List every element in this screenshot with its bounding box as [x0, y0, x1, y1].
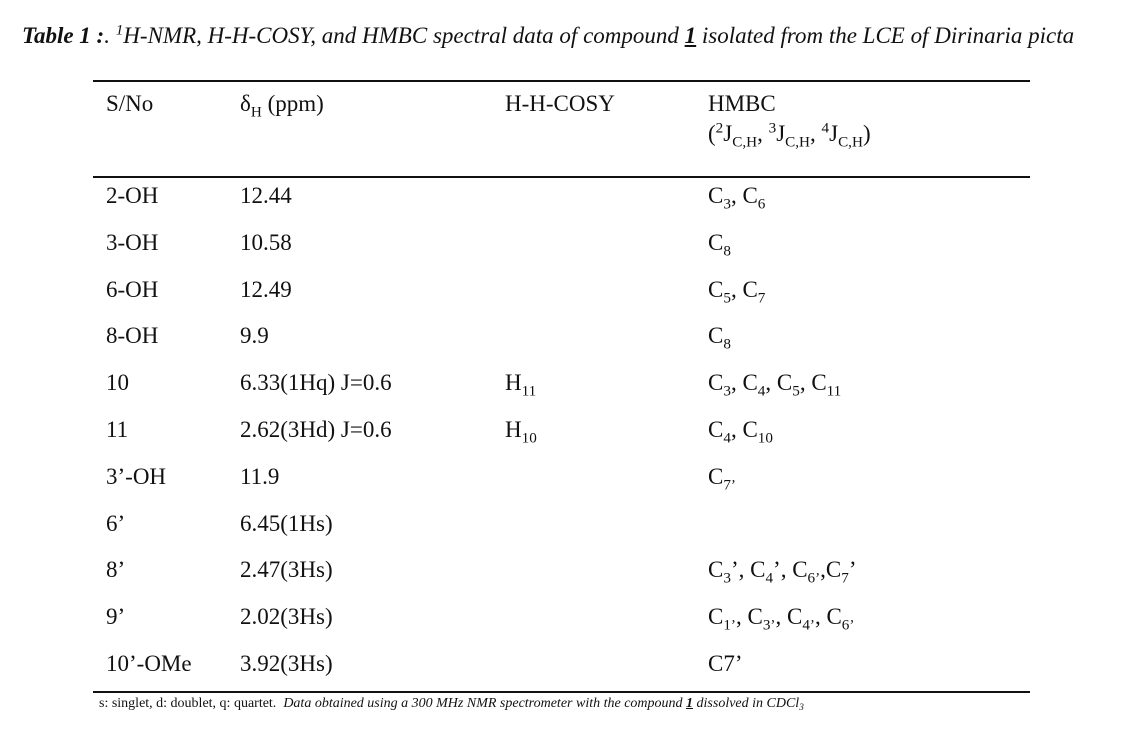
hmbc-text: C [708, 323, 724, 348]
header-hmbc-couplings [708, 119, 871, 151]
cell-hmbc [708, 650, 743, 678]
hmbc-subscript: 6 [757, 195, 766, 213]
hmbc-text: C [708, 417, 724, 442]
footnote-note-a: Data obtained using a 300 MHz NMR spectrometer with the compound [283, 696, 687, 711]
hmbc-open-paren: ( [708, 121, 716, 146]
hmbc-coupling-3-j: J [776, 121, 786, 146]
hmbc-close-paren: ) [862, 121, 871, 146]
hmbc-subscript: 3 [723, 382, 731, 400]
cell-delta-h: 10.58 [240, 230, 292, 255]
hmbc-coupling-2-sup: 2 [715, 119, 724, 137]
cell-delta-h: 12.49 [240, 277, 292, 302]
hmbc-subscript: 3 [723, 195, 731, 213]
hmbc-text: ,C [820, 557, 842, 582]
hmbc-text: , C [814, 604, 842, 629]
table-header-rule [93, 176, 1030, 178]
cell-delta-h: 3.92(3Hs) [240, 651, 333, 676]
hmbc-subscript: 7 [841, 569, 849, 587]
cosy-text: H [505, 370, 522, 395]
cell-delta-h: 2.02(3Hs) [240, 604, 333, 629]
hmbc-subscript: 4’ [802, 616, 815, 634]
cell-hmbc [708, 229, 731, 260]
hmbc-subscript: 7’ [723, 476, 736, 494]
footnote-legend: s: singlet, d: doublet, q: quartet. [99, 696, 277, 711]
hmbc-text: , C [730, 370, 758, 395]
cell-sno: 8’ [106, 557, 126, 582]
cell-sno: 10 [106, 370, 129, 395]
hmbc-text: ’, C [730, 557, 766, 582]
cell-hmbc [708, 369, 842, 400]
hmbc-subscript: 3 [723, 569, 731, 587]
header-cosy: H-H-COSY [505, 91, 615, 116]
cell-hmbc [708, 276, 766, 307]
hmbc-text: C [708, 557, 724, 582]
table-caption [22, 22, 1132, 50]
cell-delta-h: 12.44 [240, 183, 292, 208]
hmbc-subscript: 8 [723, 242, 731, 260]
table-top-rule [93, 80, 1030, 82]
cell-delta-h: 6.33(1Hq) J=0.6 [240, 370, 392, 395]
footnote-note-b: dissolved in CDCl [693, 696, 800, 711]
hmbc-subscript: 11 [826, 382, 842, 400]
cell-hmbc [708, 416, 773, 447]
hmbc-text: C [708, 183, 724, 208]
hmbc-coupling-3-sub: C,H [785, 133, 811, 151]
caption-text-b: isolated from the LCE of Dirinaria picta [696, 23, 1075, 48]
hmbc-subscript: 1’ [723, 616, 736, 634]
hmbc-subscript: 8 [723, 335, 731, 353]
hmbc-subscript: 4 [723, 429, 731, 447]
cell-hmbc [708, 322, 731, 353]
hmbc-subscript: 6’ [841, 616, 855, 634]
caption-compound-number: 1 [684, 23, 697, 48]
hmbc-coupling-3-sup: 3 [768, 119, 777, 137]
hmbc-subscript: 4 [765, 569, 774, 587]
hmbc-text: , C [730, 417, 758, 442]
cell-hmbc [708, 463, 736, 494]
hmbc-subscript: 5 [723, 289, 731, 307]
cell-delta-h: 2.47(3Hs) [240, 557, 333, 582]
hmbc-coupling-4-sub: C,H [838, 133, 863, 151]
hmbc-subscript: 3’ [762, 616, 776, 634]
cell-hmbc [708, 603, 855, 634]
cell-cosy [505, 416, 537, 447]
cell-sno: 10’-OMe [106, 651, 192, 676]
cell-sno: 6-OH [106, 277, 159, 302]
hmbc-text: C [708, 464, 724, 489]
header-sno: S/No [106, 91, 154, 116]
cell-sno: 8-OH [106, 323, 159, 348]
cosy-text: H [505, 417, 522, 442]
cell-sno: 2-OH [106, 183, 159, 208]
hmbc-text: , C [775, 604, 803, 629]
cell-sno: 6’ [106, 511, 126, 536]
hmbc-subscript: 10 [757, 429, 773, 447]
hmbc-separator-2: , [810, 121, 822, 146]
header-hmbc: HMBC [708, 91, 776, 116]
hmbc-text: C [708, 604, 724, 629]
cell-sno: 3-OH [106, 230, 159, 255]
footnote-compound-number: 1 [686, 696, 694, 711]
hmbc-subscript: 7 [757, 289, 766, 307]
hmbc-coupling-2-j: J [723, 121, 733, 146]
hmbc-text: , C [765, 370, 793, 395]
header-delta-unit: (ppm) [261, 91, 324, 116]
caption-text-a: H-NMR, H-H-COSY, and HMBC spectral data of compound [123, 23, 685, 48]
caption-label: Table 1 : [22, 23, 105, 48]
hmbc-text: C [708, 277, 724, 302]
cell-delta-h: 6.45(1Hs) [240, 511, 333, 536]
cell-sno: 3’-OH [106, 464, 167, 489]
cell-cosy [505, 369, 537, 400]
footnote-note-sub: 3 [799, 702, 804, 713]
hmbc-text: C7’ [708, 651, 743, 676]
cosy-subscript: 10 [521, 429, 537, 447]
hmbc-text: C [708, 230, 724, 255]
hmbc-coupling-4-j: J [829, 121, 839, 146]
hmbc-text: ’, C [773, 557, 808, 582]
header-delta-h [240, 90, 324, 121]
cell-sno: 9’ [106, 604, 126, 629]
caption-superscript: 1 [115, 21, 124, 39]
hmbc-text: , C [799, 370, 827, 395]
header-delta-symbol: δ [240, 91, 251, 116]
hmbc-separator-1: , [757, 121, 769, 146]
cell-delta-h: 2.62(3Hd) J=0.6 [240, 417, 392, 442]
table-footnote [99, 695, 804, 713]
table-bottom-rule [93, 691, 1030, 693]
cell-delta-h: 11.9 [240, 464, 280, 489]
hmbc-subscript: 5 [792, 382, 800, 400]
hmbc-subscript: 6’ [807, 569, 821, 587]
hmbc-text: , C [735, 604, 763, 629]
hmbc-text: , C [730, 277, 758, 302]
header-delta-sub: H [250, 103, 262, 121]
cell-sno: 11 [106, 417, 129, 442]
cell-hmbc [708, 556, 857, 587]
hmbc-coupling-2-sub: C,H [732, 133, 758, 151]
cell-hmbc [708, 182, 766, 213]
hmbc-subscript: 4 [757, 382, 766, 400]
hmbc-text: C [708, 370, 724, 395]
cosy-subscript: 11 [521, 382, 537, 400]
hmbc-text: ’ [848, 557, 857, 582]
cell-delta-h: 9.9 [240, 323, 269, 348]
caption-separator: . [104, 23, 116, 48]
hmbc-text: , C [730, 183, 758, 208]
hmbc-coupling-4-sup: 4 [821, 119, 830, 137]
